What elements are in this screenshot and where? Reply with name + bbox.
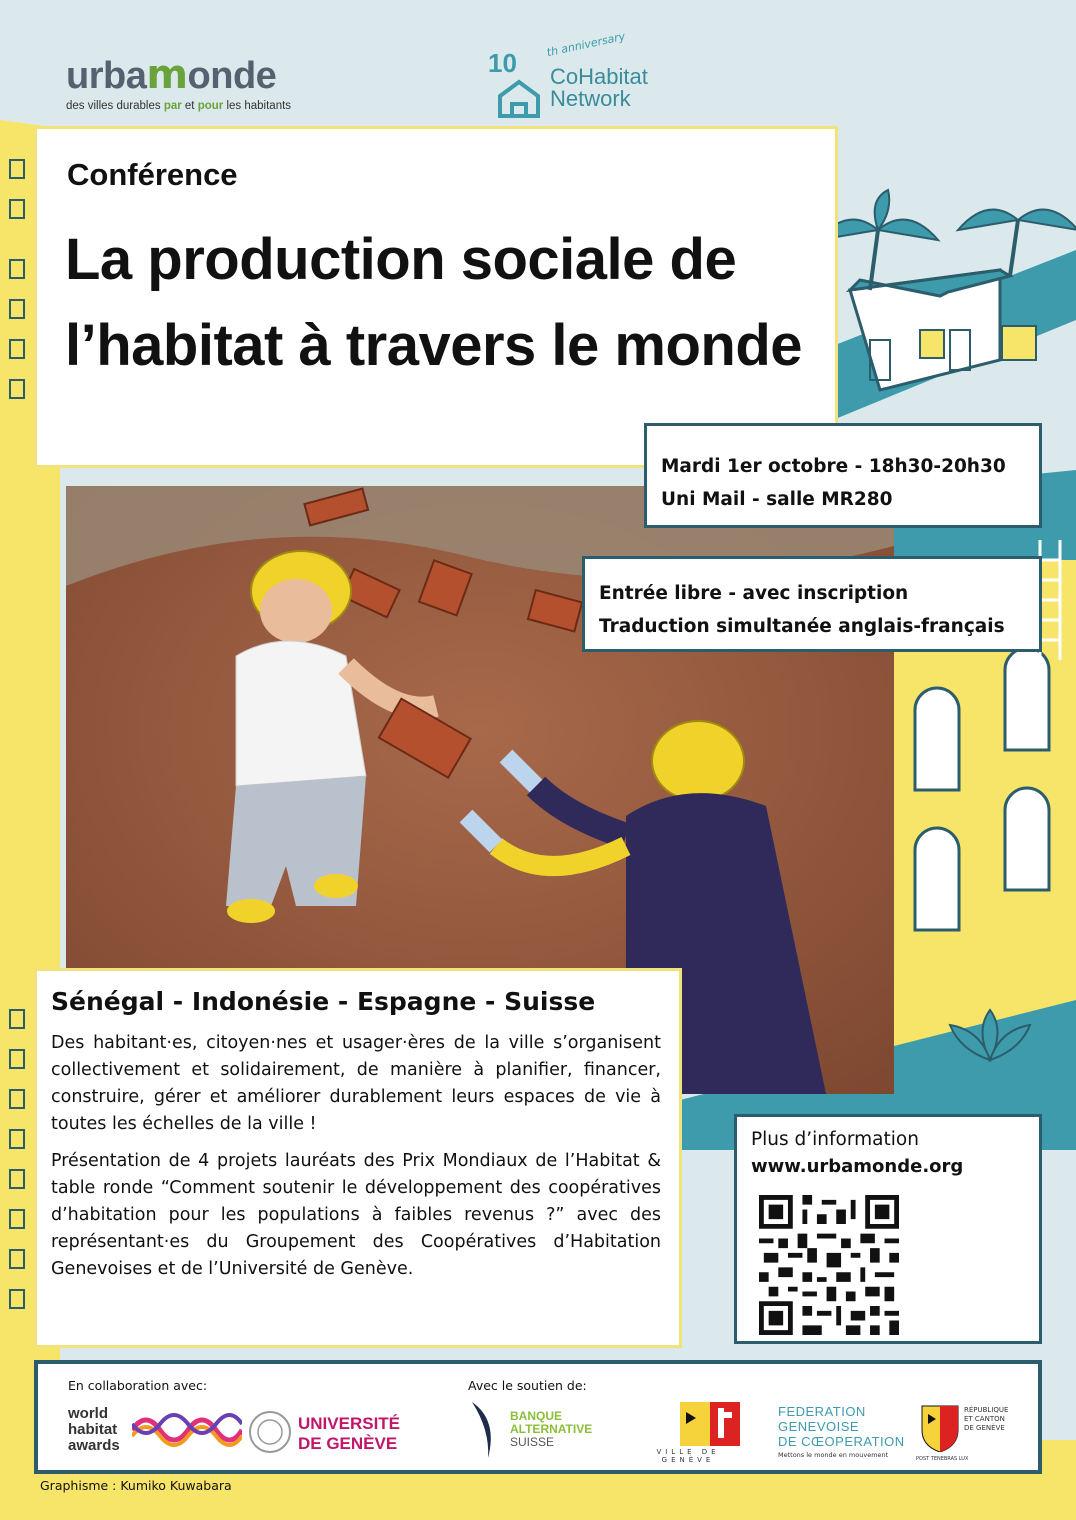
- event-type: Conférence: [67, 157, 238, 192]
- website-link[interactable]: www.urbamonde.org: [751, 1156, 964, 1177]
- canton-motto: POST TENEBRAS LUX: [916, 1456, 969, 1462]
- canton-shield-icon: [920, 1402, 960, 1452]
- qr-code-icon[interactable]: [759, 1195, 899, 1335]
- entry-info: Entrée libre - avec inscription: [599, 583, 909, 604]
- event-venue: Uni Mail - salle MR280: [661, 489, 893, 510]
- description-paragraph-1: Des habitant·es, citoyen·nes et usager·ères de la ville s’organisent collectivement et solidairement, de manière à planifier, financer, construire, gérer et améliorer durablement leurs espaces de vie à toutes les échelles de la ville !: [51, 1033, 661, 1134]
- entry-translation-box: [582, 556, 1042, 652]
- sponsors-footer: [34, 1360, 1042, 1474]
- banque-alternative-suisse-logo: BANQUE ALTERNATIVE SUISSE: [468, 1400, 618, 1464]
- collaboration-label: En collaboration avec:: [68, 1378, 208, 1393]
- design-credit: Graphisme : Kumiko Kuwabara: [40, 1478, 232, 1493]
- cohabitat-network-logo: [488, 29, 728, 118]
- translation-info: Traduction simultanée anglais-français: [599, 616, 1005, 637]
- title-box: [34, 126, 838, 468]
- cohabitat-anniversary-label: th anniversary: [545, 29, 627, 60]
- countries-heading: Sénégal - Indonésie - Espagne - Suisse: [51, 987, 596, 1016]
- urbamonde-logo: [66, 52, 366, 112]
- geneva-coat-of-arms-icon: [680, 1402, 740, 1446]
- ville-label: VILLE DE GENÈVE: [656, 1448, 720, 1464]
- ville-de-geneve-logo: [628, 1400, 748, 1470]
- description-box: [34, 968, 682, 1348]
- bird-icon: [468, 1400, 508, 1460]
- cohabitat-anniversary-number: 10: [488, 48, 517, 78]
- world-habitat-awards-logo: world habitat awards: [68, 1406, 248, 1462]
- house-icon: [496, 78, 542, 118]
- support-label: Avec le soutien de:: [468, 1378, 587, 1393]
- wave-icon: [132, 1410, 242, 1450]
- date-venue-box: [644, 423, 1042, 528]
- info-box: [734, 1114, 1042, 1344]
- cohabitat-name: CoHabitat Network: [550, 64, 648, 111]
- page-title: La production sociale de l’habitat à travers le monde: [65, 227, 803, 378]
- federation-genevoise-cooperation-logo: FEDERATION GENEVOISE DE CŒOPERATION Mettons le monde en mouvement: [778, 1404, 905, 1459]
- info-label: Plus d’information: [751, 1129, 919, 1150]
- description-paragraph-2: Présentation de 4 projets lauréats des Prix Mondiaux de l’Habitat & table ronde “Comment soutenir le développement des coopératives d’habitation pour les populations à faibles revenus ?” avec des représentant·es du Groupement des Coopératives d’Habitation Genevoises et de l’Université de Genève.: [51, 1151, 661, 1279]
- unige-logo: UNIVERSITÉ DE GENÈVE: [248, 1410, 418, 1460]
- event-date-time: Mardi 1er octobre - 18h30-20h30: [661, 456, 1006, 477]
- canton-de-geneve-logo: RÉPUBLIQUE ET CANTON DE GENÈVE POST TENEBRAS LUX: [916, 1400, 1036, 1470]
- university-seal-icon: [248, 1410, 292, 1454]
- urbamonde-tagline: des villes durables par et pour les habitants: [66, 100, 292, 112]
- urbamonde-wordmark: urbamonde: [66, 52, 277, 98]
